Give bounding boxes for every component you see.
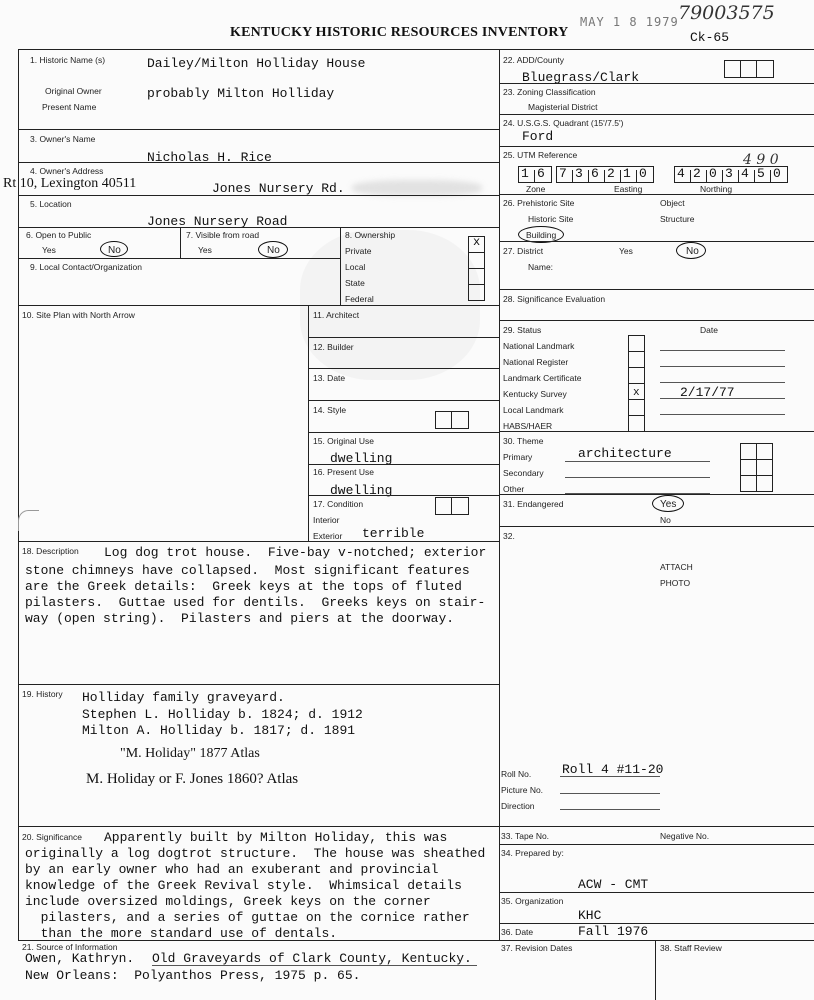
present-name-label: Present Name <box>42 102 97 112</box>
rule-r8 <box>499 431 814 432</box>
source-publisher: New Orleans: Polyanthos Press, 1975 p. 65. <box>25 968 361 983</box>
roll-no-value[interactable]: Roll 4 #11-20 <box>562 762 664 777</box>
county-box-div2 <box>756 60 757 77</box>
history-line-3: Milton A. Holliday b. 1817; d. 1891 <box>82 723 356 738</box>
district-no[interactable]: No <box>686 246 699 257</box>
status-checkbox[interactable] <box>628 335 645 352</box>
frame-top <box>18 49 814 50</box>
utm-digit-divider <box>770 170 771 182</box>
status-checkbox[interactable] <box>628 399 645 416</box>
description-line-3: are the Greek details: Greek keys at the tops of fluted <box>25 579 462 594</box>
rule-r10 <box>499 526 814 527</box>
picture-no-label: Picture No. <box>501 785 544 795</box>
utm-northing-label: Northing <box>700 184 733 194</box>
theme-primary-line <box>565 461 710 462</box>
status-date-line <box>660 366 785 367</box>
ownership-local: Local <box>345 262 366 272</box>
field-1-label: 1. Historic Name (s) <box>30 55 106 65</box>
utm-digit-divider <box>588 170 589 182</box>
description-line-5: way (open string). Pilasters and piers at the doorway. <box>25 611 455 626</box>
field-30-label: 30. Theme <box>503 436 544 446</box>
theme-primary-label: Primary <box>503 452 533 462</box>
utm-zone-label: Zone <box>526 184 546 194</box>
theme-code-cell[interactable] <box>756 443 773 460</box>
utm-digit: 1 <box>521 166 529 181</box>
roll-line <box>560 776 660 777</box>
field-7-label: 7. Visible from road <box>186 230 260 240</box>
rule-12 <box>308 495 499 496</box>
field-10-label: 10. Site Plan with North Arrow <box>22 310 135 320</box>
utm-digit: 0 <box>639 166 647 181</box>
field-36-label: 36. Date <box>501 927 534 937</box>
quadrant-value[interactable]: Ford <box>522 129 554 144</box>
utm-digit-divider <box>754 170 755 182</box>
theme-secondary-line <box>565 477 710 478</box>
ownership-checkbox-state[interactable] <box>468 268 485 285</box>
received-stamp: MAY 1 8 1979 <box>580 15 679 29</box>
status-date-label: Date <box>700 325 718 335</box>
redaction-blur <box>352 180 482 196</box>
theme-code-cell[interactable] <box>740 459 757 476</box>
rule-r14 <box>499 923 814 924</box>
status-option-label: Landmark Certificate <box>503 373 582 383</box>
source-title: Old Graveyards of Clark County, Kentucky. <box>152 951 472 966</box>
status-checkbox[interactable] <box>628 415 645 432</box>
owner-address-right[interactable]: Jones Nursery Rd. <box>212 181 345 196</box>
ownership-state: State <box>345 278 365 288</box>
ownership-federal: Federal <box>345 294 374 304</box>
rule-13 <box>18 541 499 542</box>
field-35-label: 35. Organization <box>501 896 564 906</box>
utm-digit: 4 <box>741 166 749 181</box>
field-26-label: 26. Prehistoric Site <box>503 198 575 208</box>
utm-digit-divider <box>604 170 605 182</box>
significance-line-3: by an early owner who had an exuberant and provincial <box>25 862 439 877</box>
field-29-label: 29. Status <box>503 325 542 335</box>
source-title-underline <box>152 965 477 966</box>
picture-line <box>560 793 660 794</box>
rule-r5 <box>499 241 814 242</box>
ownership-private: Private <box>345 246 372 256</box>
utm-digit: 3 <box>575 166 583 181</box>
history-atlas-1877: "M. Holiday" 1877 Atlas <box>120 746 260 761</box>
direction-label: Direction <box>501 801 535 811</box>
status-option-label: HABS/HAER <box>503 421 553 431</box>
open-public-no-circle <box>100 241 128 257</box>
field-25-label: 25. UTM Reference <box>503 150 578 160</box>
location-value[interactable]: Jones Nursery Road <box>147 214 288 229</box>
field-15-label: 15. Original Use <box>313 436 374 446</box>
field-6-label: 6. Open to Public <box>26 230 92 240</box>
theme-code-cell[interactable] <box>740 443 757 460</box>
present-use-value[interactable]: dwelling <box>330 483 393 498</box>
rule-1 <box>18 129 499 130</box>
condition-exterior-value[interactable]: terrible <box>362 526 425 541</box>
status-checkbox[interactable] <box>628 367 645 384</box>
field-37-label: 37. Revision Dates <box>501 943 573 953</box>
visible-road-no[interactable]: No <box>267 245 280 256</box>
description-line-2: stone chimneys have collapsed. Most significant features <box>25 563 470 578</box>
field-16-label: 16. Present Use <box>313 467 374 477</box>
field-11-label: 11. Architect <box>313 310 360 320</box>
utm-digit: 4 <box>677 166 685 181</box>
condition-exterior-label: Exterior <box>313 531 343 541</box>
field-20-label: 20. Significance <box>22 832 83 842</box>
significance-line-1: Apparently built by Milton Holiday, this was <box>104 830 448 845</box>
rule-8 <box>308 368 499 369</box>
utm-digit: 6 <box>591 166 599 181</box>
theme-code-cell[interactable] <box>740 475 757 492</box>
rule-16 <box>18 940 814 941</box>
significance-line-4: knowledge of the Greek Revival style. Whimsical details <box>25 878 462 893</box>
field-31-label: 31. Endangered <box>503 499 564 509</box>
rule-r6 <box>499 289 814 290</box>
rule-5 <box>18 258 340 259</box>
utm-easting-label: Easting <box>614 184 643 194</box>
county-code-box[interactable] <box>724 60 774 78</box>
field-28-label: 28. Significance Evaluation <box>503 294 606 304</box>
structure-option: Structure <box>660 214 695 224</box>
visible-road-yes[interactable]: Yes <box>198 245 212 255</box>
theme-secondary-label: Secondary <box>503 468 544 478</box>
status-mark: x <box>633 387 640 399</box>
rule-r4 <box>499 194 814 195</box>
status-checkbox[interactable] <box>628 351 645 368</box>
condition-box-divider <box>451 497 452 514</box>
field-4-label: 4. Owner's Address <box>30 166 104 176</box>
source-author: Owen, Kathryn. <box>25 951 135 966</box>
prepared-date-value[interactable]: Fall 1976 <box>578 924 649 939</box>
significance-line-5: include oversized moldings, Greek keys on the corner <box>25 894 431 909</box>
status-option-label: Kentucky Survey <box>503 389 567 399</box>
attach-text-1: ATTACH <box>660 562 693 572</box>
zoning-value: Magisterial District <box>528 102 598 112</box>
field-23-label: 23. Zoning Classification <box>503 87 596 97</box>
owner-address-left[interactable]: Rt 10, Lexington 40511 <box>3 176 137 191</box>
roll-no-label: Roll No. <box>501 769 532 779</box>
field-17-label: 17. Condition <box>313 499 364 509</box>
style-box-divider <box>451 411 452 428</box>
rule-4 <box>18 227 499 228</box>
rule-11 <box>308 464 499 465</box>
field-21-label: 21. Source of Information <box>22 942 118 952</box>
prepared-by-value[interactable]: ACW - CMT <box>578 877 649 892</box>
rule-r1 <box>499 83 814 84</box>
description-line-1: Log dog trot house. Five-bay v-notched; exterior <box>104 545 487 560</box>
ownership-mark: x <box>473 235 481 249</box>
rule-v38 <box>655 940 656 1000</box>
utm-digit-divider <box>722 170 723 182</box>
rule-r13 <box>499 892 814 893</box>
field-33-label: 33. Tape No. <box>501 831 550 841</box>
rule-v6 <box>180 227 181 258</box>
rule-2 <box>18 162 499 163</box>
rule-6 <box>18 305 499 306</box>
field-5-label: 5. Location <box>30 199 72 209</box>
endangered-yes[interactable]: Yes <box>660 499 677 510</box>
original-owner-label: Original Owner <box>45 86 102 96</box>
field-24-label: 24. U.S.G.S. Quadrant (15'/7.5') <box>503 118 624 128</box>
utm-digit: 1 <box>623 166 631 181</box>
history-line-2: Stephen L. Holliday b. 1824; d. 1912 <box>82 707 363 722</box>
utm-digit-divider <box>690 170 691 182</box>
open-public-yes[interactable]: Yes <box>42 245 56 255</box>
utm-digit: 3 <box>725 166 733 181</box>
county-box-div1 <box>740 60 741 77</box>
ownership-checkbox-local[interactable] <box>468 252 485 269</box>
utm-digit: 2 <box>607 166 615 181</box>
utm-digit-divider <box>620 170 621 182</box>
field-34-label: 34. Prepared by: <box>501 848 564 858</box>
rule-15 <box>18 826 499 827</box>
rule-v8 <box>340 227 341 305</box>
utm-digit: 7 <box>559 166 567 181</box>
field-32-label: 32. <box>503 531 515 541</box>
field-18-label: 18. Description <box>22 546 79 556</box>
survey-date-value[interactable]: 2/17/77 <box>680 385 735 400</box>
original-owner-value[interactable]: probably Milton Holliday <box>147 86 335 101</box>
field-1-value[interactable]: Dailey/Milton Holliday House <box>147 56 366 71</box>
rule-v11 <box>308 305 309 541</box>
rule-r11 <box>499 826 814 827</box>
theme-primary-value[interactable]: architecture <box>578 446 672 461</box>
utm-digit-divider <box>738 170 739 182</box>
utm-digit: 0 <box>709 166 717 181</box>
utm-digit: 2 <box>693 166 701 181</box>
status-option-label: Local Landmark <box>503 405 564 415</box>
utm-digit-divider <box>636 170 637 182</box>
owner-name-value[interactable]: Nicholas H. Rice <box>147 150 272 165</box>
district-name-label: Name: <box>528 262 554 272</box>
utm-digit: 0 <box>773 166 781 181</box>
handwritten-number: 79003575 <box>678 2 775 24</box>
open-public-no[interactable]: No <box>108 245 121 256</box>
rule-7 <box>308 337 499 338</box>
field-8-label: 8. Ownership <box>345 230 396 240</box>
field-3-label: 3. Owner's Name <box>30 134 96 144</box>
rule-r3 <box>499 146 814 147</box>
building-option: Building <box>526 230 557 240</box>
rule-r2 <box>499 114 814 115</box>
rule-r12 <box>499 844 814 845</box>
history-atlas-1860: M. Holiday or F. Jones 1860? Atlas <box>86 771 299 787</box>
original-use-value[interactable]: dwelling <box>330 451 393 466</box>
significance-line-6: pilasters, and a series of guttae on the cornice rather <box>25 910 470 925</box>
condition-interior-label: Interior <box>313 515 340 525</box>
utm-digit: 6 <box>537 166 545 181</box>
theme-code-grid <box>740 443 772 491</box>
utm-correction: 4 9 0 <box>743 152 779 168</box>
negative-no-label: Negative No. <box>660 831 710 841</box>
district-yes[interactable]: Yes <box>619 246 633 256</box>
form-code: Ck-65 <box>690 30 730 45</box>
utm-digit: 5 <box>757 166 765 181</box>
ownership-checkbox-federal[interactable] <box>468 284 485 301</box>
status-date-line <box>660 414 785 415</box>
rule-10 <box>308 432 499 433</box>
field-12-label: 12. Builder <box>313 342 354 352</box>
district-no-circle <box>676 242 706 259</box>
field-27-label: 27. District <box>503 246 544 256</box>
condition-code-box[interactable] <box>435 497 469 515</box>
status-date-line <box>660 350 785 351</box>
utm-digit-divider <box>706 170 707 182</box>
theme-code-cell[interactable] <box>756 459 773 476</box>
status-date-line <box>660 382 785 383</box>
significance-line-7: than the more standard use of dentals. <box>25 926 338 941</box>
direction-line <box>560 809 660 810</box>
history-line-1: Holliday family graveyard. <box>82 690 285 705</box>
rule-r9 <box>499 494 814 495</box>
endangered-yes-circle <box>652 495 684 512</box>
significance-line-2: originally a log dogtrot structure. The house was sheathed <box>25 846 486 861</box>
rule-r7 <box>499 320 814 321</box>
historic-site-option: Historic Site <box>528 214 574 224</box>
style-code-box[interactable] <box>435 411 469 429</box>
theme-other-label: Other <box>503 484 525 494</box>
theme-code-cell[interactable] <box>756 475 773 492</box>
status-option-label: National Landmark <box>503 341 575 351</box>
description-line-4: pilasters. Guttae used for dentils. Greeks keys on stair- <box>25 595 486 610</box>
rule-9 <box>308 400 499 401</box>
field-13-label: 13. Date <box>313 373 346 383</box>
visible-road-no-circle <box>258 241 288 258</box>
form-title: KENTUCKY HISTORIC RESOURCES INVENTORY <box>230 25 569 40</box>
punch-hole <box>18 510 39 531</box>
field-38-label: 38. Staff Review <box>660 943 722 953</box>
rule-3 <box>18 195 499 196</box>
rule-14 <box>18 684 499 685</box>
endangered-no[interactable]: No <box>660 515 671 525</box>
status-option-label: National Register <box>503 357 569 367</box>
field-19-label: 19. History <box>22 689 63 699</box>
field-14-label: 14. Style <box>313 405 347 415</box>
utm-digit-divider <box>534 170 535 182</box>
organization-value[interactable]: KHC <box>578 908 602 923</box>
attach-text-2: PHOTO <box>660 578 691 588</box>
utm-digit-divider <box>572 170 573 182</box>
prehistoric-object: Object <box>660 198 685 208</box>
field-22-label: 22. ADD/County <box>503 55 564 65</box>
county-value[interactable]: Bluegrass/Clark <box>522 70 640 85</box>
field-9-label: 9. Local Contact/Organization <box>30 262 142 272</box>
